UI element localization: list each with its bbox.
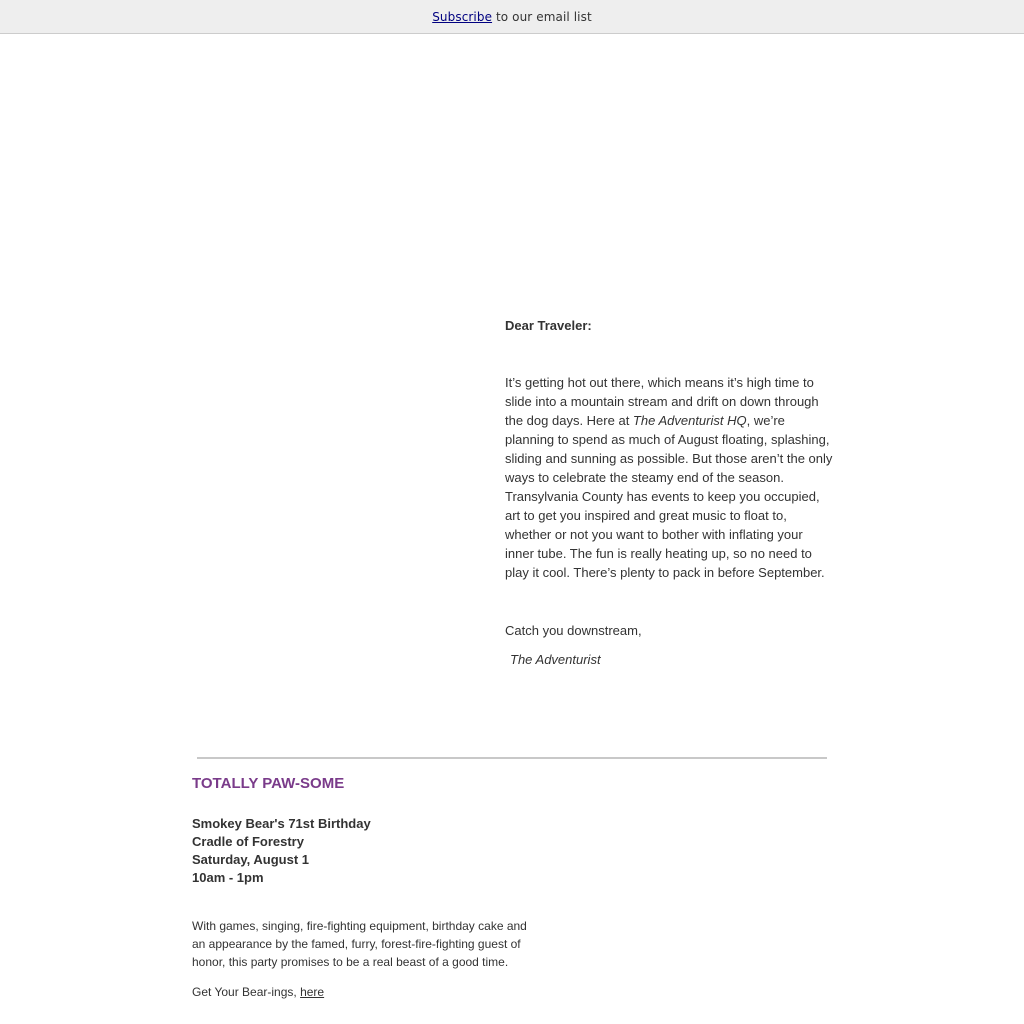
letter-body-emphasis: The Adventurist HQ — [632, 413, 747, 428]
letter-body-part1: It’s getting hot out there, which means it’s high time to slide into a mountain stream and drift on down through the dog days. Here at — [505, 375, 819, 428]
letter-signature: The Adventurist — [510, 652, 601, 667]
event-details — [192, 815, 371, 887]
event-location: Cradle of Forestry — [192, 834, 304, 849]
event-description: With games, singing, fire-fighting equipment, birthday cake and an appearance by the famed, furry, forest-fire-fighting guest of honor, this party promises to be a real beast of a good time. — [192, 919, 527, 969]
event-cta-link[interactable]: here — [300, 985, 325, 999]
event-cta-prefix: Get Your Bear-ings, — [192, 985, 301, 999]
section-divider — [197, 757, 827, 759]
subscribe-bar — [0, 0, 1024, 34]
event-date: Saturday, August 1 — [192, 852, 310, 867]
letter-signoff: Catch you downstream, — [505, 623, 642, 638]
event-time: 10am - 1pm — [192, 870, 264, 885]
event-title: Smokey Bear's 71st Birthday — [192, 816, 371, 831]
subscribe-suffix-text: to our email list — [492, 10, 592, 24]
section-heading: TOTALLY PAW-SOME — [192, 775, 345, 792]
letter-body-part2: , we’re planning to spend as much of August floating, splashing, sliding and sunning as possible. But those aren’t the only ways to celebrate the steamy end of the season. Transylvania County has events to keep you occupied, art to get you inspired and great music to float to, whether or not you want to bother with inflating your inner tube. The fun is really heating up, so no need to play it cool. There’s plenty to pack in before September. — [505, 413, 833, 580]
event-cta — [192, 983, 324, 1001]
letter-body — [505, 373, 835, 582]
letter-greeting: Dear Traveler: — [505, 318, 592, 333]
editor-letter — [505, 316, 835, 669]
subscribe-link[interactable]: Subscribe — [432, 10, 493, 24]
